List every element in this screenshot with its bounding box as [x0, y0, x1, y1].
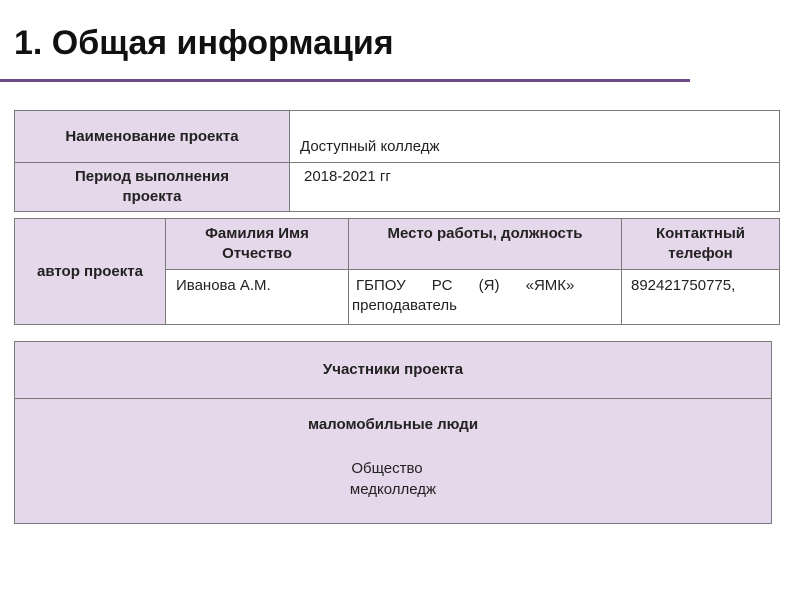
- project-name-value: Доступный колледж: [300, 138, 440, 155]
- project-info-table: [14, 110, 780, 212]
- header-workplace-cell: [348, 218, 622, 270]
- project-name-label: Наименование проекта: [65, 127, 239, 145]
- author-table: [14, 218, 780, 325]
- participant-item: Общество: [351, 460, 423, 477]
- header-fio: Фамилия Имя Отчество: [205, 225, 309, 262]
- author-workplace-cell: [348, 269, 622, 325]
- title-underline: [0, 79, 690, 82]
- participant-item: медколледж: [349, 481, 437, 498]
- header-workplace: Место работы, должность: [387, 225, 583, 242]
- header-fio-cell: [165, 218, 349, 270]
- participants-table: [14, 341, 772, 524]
- participants-header-cell: [14, 341, 772, 399]
- project-name-value-cell: [289, 110, 780, 163]
- header-phone-cell: [621, 218, 780, 270]
- project-period-value-cell: [289, 162, 780, 212]
- project-period-label: Период выполнения проекта: [75, 168, 230, 205]
- participants-group-title: маломобильные люди: [307, 416, 479, 433]
- author-label-cell: [14, 218, 166, 325]
- author-name-cell: [165, 269, 349, 325]
- project-period-label-cell: [14, 162, 290, 212]
- author-workplace-line1: [352, 276, 619, 296]
- author-phone: 892421750775,: [631, 277, 736, 294]
- project-period-value: 2018-2021 гг: [304, 168, 391, 185]
- author-name: Иванова А.М.: [176, 277, 271, 294]
- project-name-label-cell: [14, 110, 290, 163]
- participants-header: Участники проекта: [322, 361, 464, 378]
- author-label: автор проекта: [37, 262, 143, 280]
- author-position: преподаватель: [352, 297, 457, 314]
- workplace-word: ГБПОУ РС (Я) «ЯМК»: [356, 277, 575, 294]
- header-phone: Контактный телефон: [655, 225, 745, 262]
- spacer: [15, 435, 771, 459]
- author-phone-cell: [621, 269, 780, 325]
- participants-body-cell: [14, 398, 772, 524]
- page-title: 1. Общая информация: [14, 24, 394, 62]
